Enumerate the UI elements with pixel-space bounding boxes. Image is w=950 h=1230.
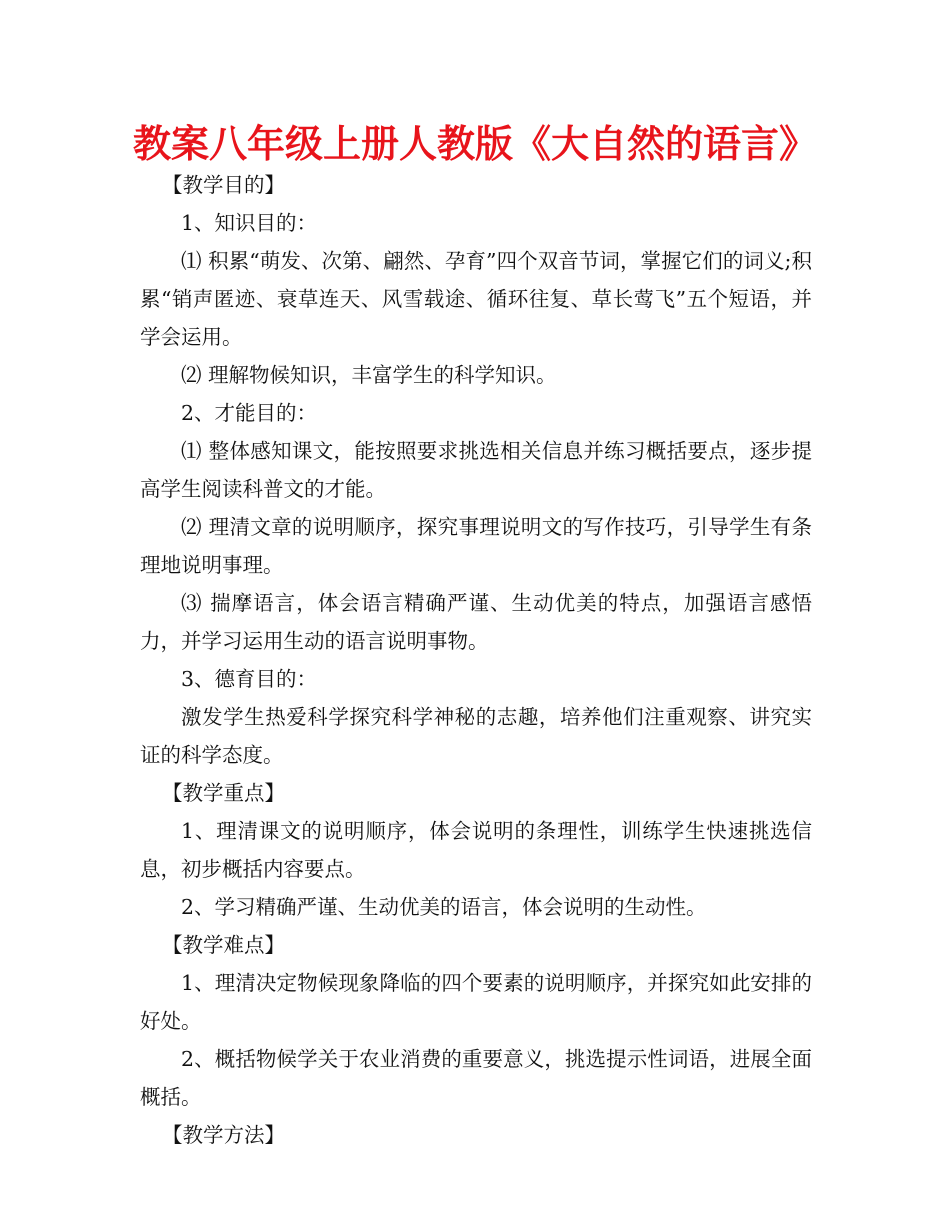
paragraph: ⑵ 理清文章的说明顺序，探究事理说明文的写作技巧，引导学生有条理地说明事理。	[140, 515, 812, 577]
paragraph: 1、理清决定物候现象降临的四个要素的说明顺序，并探究如此安排的好处。	[140, 971, 812, 1033]
paragraph: ⑴ 整体感知课文，能按照要求挑选相关信息并练习概括要点，逐步提高学生阅读科普文的才能。	[140, 439, 812, 501]
paragraph: ⑴ 积累“萌发、次第、翩然、孕育”四个双音节词，掌握它们的词义;积累“销声匿迹、衰草连天、风雪载途、循环往复、草长莺飞”五个短语，并学会运用。	[140, 249, 812, 349]
paragraph: 激发学生热爱科学探究科学神秘的志趣，培养他们注重观察、讲究实证的科学态度。	[140, 705, 812, 767]
paragraph: 1、知识目的：	[181, 211, 318, 235]
paragraph: 1、理清课文的说明顺序，体会说明的条理性，训练学生快速挑选信息，初步概括内容要点。	[140, 819, 812, 881]
paragraph: ⑵ 理解物候知识，丰富学生的科学知识。	[181, 363, 557, 387]
paragraph: 2、才能目的：	[181, 401, 318, 425]
paragraph: ⑶ 揣摩语言，体会语言精确严谨、生动优美的特点，加强语言感悟力，并学习运用生动的语言说明事物。	[140, 591, 812, 653]
section-heading: 【教学方法】	[162, 1123, 285, 1147]
paragraph: 2、学习精确严谨、生动优美的语言，体会说明的生动性。	[181, 895, 707, 919]
document-body	[140, 166, 812, 1154]
paragraph: 3、德育目的：	[181, 667, 318, 691]
document-title: 教案八年级上册人教版《大自然的语言》	[132, 122, 817, 166]
section-heading: 【教学目的】	[162, 173, 285, 197]
section-heading: 【教学难点】	[162, 933, 285, 957]
paragraph: 2、概括物候学关于农业消费的重要意义，挑选提示性词语，进展全面概括。	[140, 1047, 812, 1109]
section-heading: 【教学重点】	[162, 781, 285, 805]
